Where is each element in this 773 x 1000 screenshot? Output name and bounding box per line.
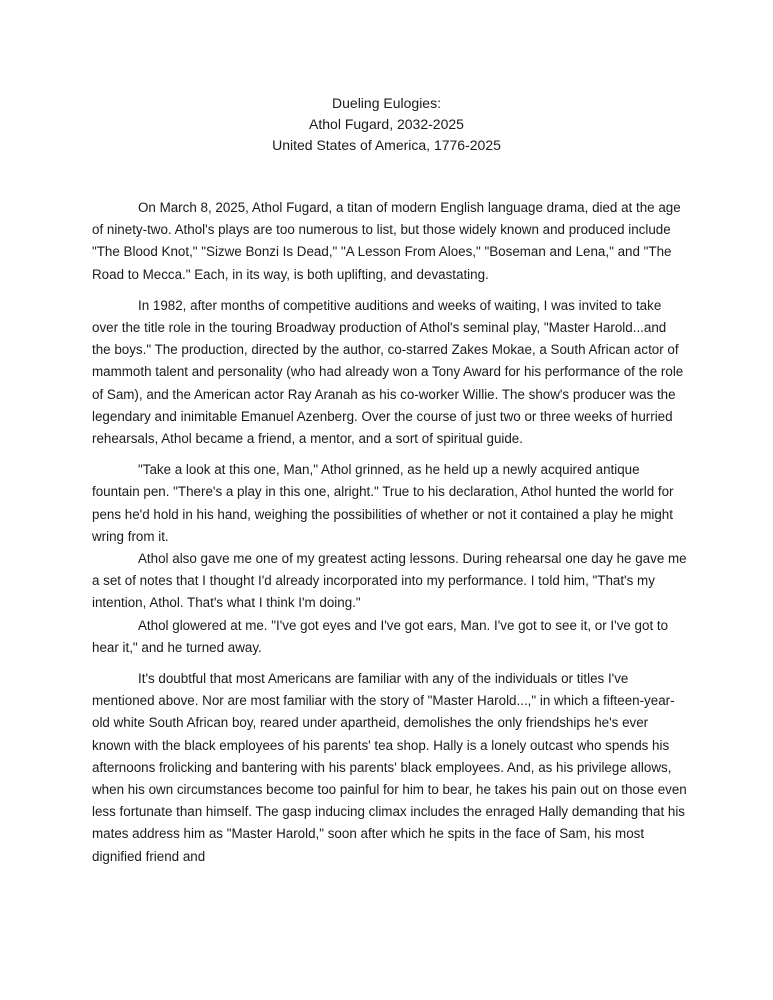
document-body [92,197,688,868]
paragraph-6: It's doubtful that most Americans are familiar with any of the individuals or titles I've mentioned above. Nor are most familiar with the story of "Master Harold...," in which a fifteen-year-old white South African boy, reared under apartheid, demolishes the only friendships he's ever known with the black employees of his parents' tea shop. Hally is a lonely outcast who spends his afternoons frolicking and bantering with his parents' black employees. And, as his privilege allows, when his own circumstances become too painful for him to bear, he takes his pain out on those even less fortunate than himself. The gasp inducing climax includes the enraged Hally demanding that his mates address him as "Master Harold," soon after which he spits in the face of Sam, his most dignified friend and [92,671,687,864]
paragraph-2: In 1982, after months of competitive auditions and weeks of waiting, I was invited to take over the title role in the touring Broadway production of Athol's seminal play, "Master Harold...and the boys." The production, directed by the author, co-starred Zakes Mokae, a South African actor of mammoth talent and personality (who had already won a Tony Award for his performance of the role of Sam), and the American actor Ray Aranah as his co-worker Willie. The show's producer was the legendary and inimitable Emanuel Azenberg. Over the course of just two or three weeks of hurried rehearsals, Athol became a friend, a mentor, and a sort of spiritual guide. [92,297,684,447]
paragraph-4: Athol also gave me one of my greatest acting lessons. During rehearsal one day he gave me a set of notes that I thought I'd already incorporated into my performance. I told him, "That's my intention, Athol. That's what I think I'm doing." [92,551,687,611]
title-line-2: Athol Fugard, 2032-2025 [309,116,464,132]
document-title [0,93,773,156]
paragraph-3: "Take a look at this one, Man," Athol grinned, as he held up a newly acquired antique fountain pen. "There's a play in this one, alright." True to his declaration, Athol hunted the world for pens he'd hold in his hand, weighing the possibilities of whether or not it contained a play he might wring from it. [92,462,674,544]
paragraph-5: Athol glowered at me. "I've got eyes and I've got ears, Man. I've got to see it, or I've got to hear it," and he turned away. [92,617,669,655]
title-line-3: United States of America, 1776-2025 [272,137,501,153]
paragraph-1: On March 8, 2025, Athol Fugard, a titan of modern English language drama, died at the age of ninety-two. Athol's plays are too numerous to list, but those widely known and produced include "The Blood Knot," "Sizwe Bonzi Is Dead," "A Lesson From Aloes," "Boseman and Lena," and "The Road to Mecca." Each, in its way, is both uplifting, and devastating. [92,200,681,282]
title-line-1: Dueling Eulogies: [332,95,441,111]
